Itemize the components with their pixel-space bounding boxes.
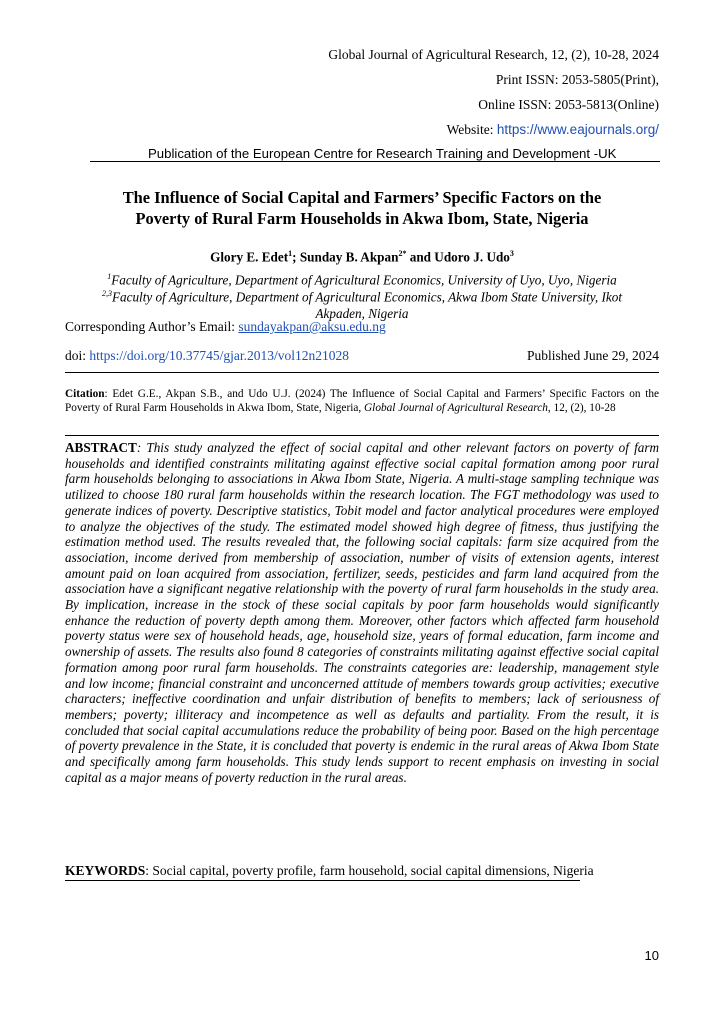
website-label: Website: <box>446 122 494 137</box>
affiliation-2-line-1 <box>60 285 664 305</box>
citation-journal: Global Journal of Agricultural Research <box>364 402 548 414</box>
doi-label: doi: <box>65 348 90 363</box>
header-rule <box>90 161 660 162</box>
author-3-sup: 3 <box>509 249 514 258</box>
doi-link[interactable]: https://doi.org/10.37745/gjar.2013/vol12n21028 <box>89 348 350 363</box>
keywords-rule <box>65 880 580 881</box>
doi-line <box>65 348 349 364</box>
email-link[interactable]: sundayakpan@aksu.edu.ng <box>238 319 386 334</box>
author-3: and Udoro J. Udo <box>406 249 510 265</box>
title-line-2: Poverty of Rural Farm Households in Akwa Ibom, State, Nigeria <box>135 209 589 228</box>
citation-label: Citation <box>65 388 105 400</box>
corresponding-email <box>65 319 386 335</box>
abstract-label: ABSTRACT <box>65 440 137 455</box>
citation-rule <box>65 372 659 373</box>
citation-block <box>65 387 659 415</box>
keywords-label: KEYWORDS <box>65 863 146 878</box>
abstract-rule <box>65 435 659 436</box>
affiliation-2-text: Faculty of Agriculture, Department of Agricultural Economics, Akwa Ibom State University, Ikot <box>111 289 623 305</box>
citation-tail: , 12, (2), 10-28 <box>547 402 616 414</box>
author-1: Glory E. Edet <box>210 249 289 265</box>
affiliation-2 <box>60 285 664 322</box>
abstract-block <box>65 440 659 785</box>
author-2-sup: 2* <box>398 249 407 258</box>
online-issn: Online ISSN: 2053-5813(Online) <box>478 97 659 112</box>
publisher-line: Publication of the European Centre for Research Training and Development -UK <box>148 146 617 161</box>
email-label: Corresponding Author’s Email: <box>65 319 239 334</box>
website-link[interactable]: https://www.eajournals.org/ <box>496 122 659 137</box>
affiliation-2-line-2: Akpaden, Nigeria <box>315 306 409 322</box>
affiliation-1-text: Faculty of Agriculture, Department of Agricultural Economics, University of Uyo, Uyo, Nigeria <box>111 272 617 288</box>
affiliation-2-sup: 2,3 <box>101 289 112 298</box>
keywords-line <box>65 863 594 879</box>
keywords-text: : Social capital, poverty profile, farm household, social capital dimensions, Nigeria <box>145 863 594 878</box>
published-date: Published June 29, 2024 <box>526 348 659 363</box>
abstract-body: : This study analyzed the effect of social capital and other relevant factors on poverty of farm households and identified constraints militating against effective social capital formation among poor rural farm households belonging to associations in Akwa Ibom State, Nigeria. A multi-stage sampling technique was utilized to choose 180 rural farm households within the research location. The FGT methodology was used to generate indices of poverty. Descriptive statistics, Tobit model and factor analytical procedures were employed to analyze the objectives of the study. The estimated model showed high degree of fitness, thus justifying the estimation method used. The results revealed that, the following social capitals: farm size acquired from the association, income derived from membership of association, number of visits of extension agents, interest amount paid on loan acquired from association, fertilizer, seeds, pesticides and farm land acquired from the association have a significant negative relationship with the poverty of rural farm households in the study area. By implication, increase in the stock of these social capitals by poor farm households would significantly enhance the reduction of poverty depth among them. Moreover, other factors which affected farm household poverty status were sex of household heads, age, household size, years of formal education, farm income and ownership of assets. The results also found 8 categories of constraints militating against effective social capital formation among poor rural farm households. The constraints categories are: leadership, management style and low income; financial constraint and unconcerned attitude of members towards group activities; executive characters; ineffective coordination and unfair distribution of benefits to members; lack of seriousness of members; poverty; illiteracy and incompetence as well as defaults and partiality. From the result, it is concluded that social capital accumulations reduce the probability of being poor. Based on the high percentage of poverty prevalence in the State, it is concluded that poverty is endemic in the rural areas of Akwa Ibom State and specifically among farm households. This study lends support to recent emphasis on investing in social capital as a major means of poverty reduction in the rural areas. <box>65 440 659 785</box>
author-list <box>60 249 664 265</box>
author-1-sup: 1 <box>288 249 293 258</box>
page-number: 10 <box>644 948 659 963</box>
journal-line: Global Journal of Agricultural Research, 12, (2), 10-28, 2024 <box>328 47 659 62</box>
affiliation-1-sup: 1 <box>107 272 112 281</box>
print-issn: Print ISSN: 2053-5805(Print), <box>495 72 659 87</box>
paper-title <box>60 187 664 229</box>
title-line-1: The Influence of Social Capital and Farmers’ Specific Factors on the <box>122 188 602 207</box>
citation-text: : Edet G.E., Akpan S.B., and Udo U.J. (2024) The Influence of Social Capital and Farmers’ Specific Factors on the Poverty of Rural Farm Households in Akwa Ibom, State, Nigeria, <box>65 388 659 414</box>
author-2: ; Sunday B. Akpan <box>292 249 399 265</box>
website-line <box>447 122 659 138</box>
